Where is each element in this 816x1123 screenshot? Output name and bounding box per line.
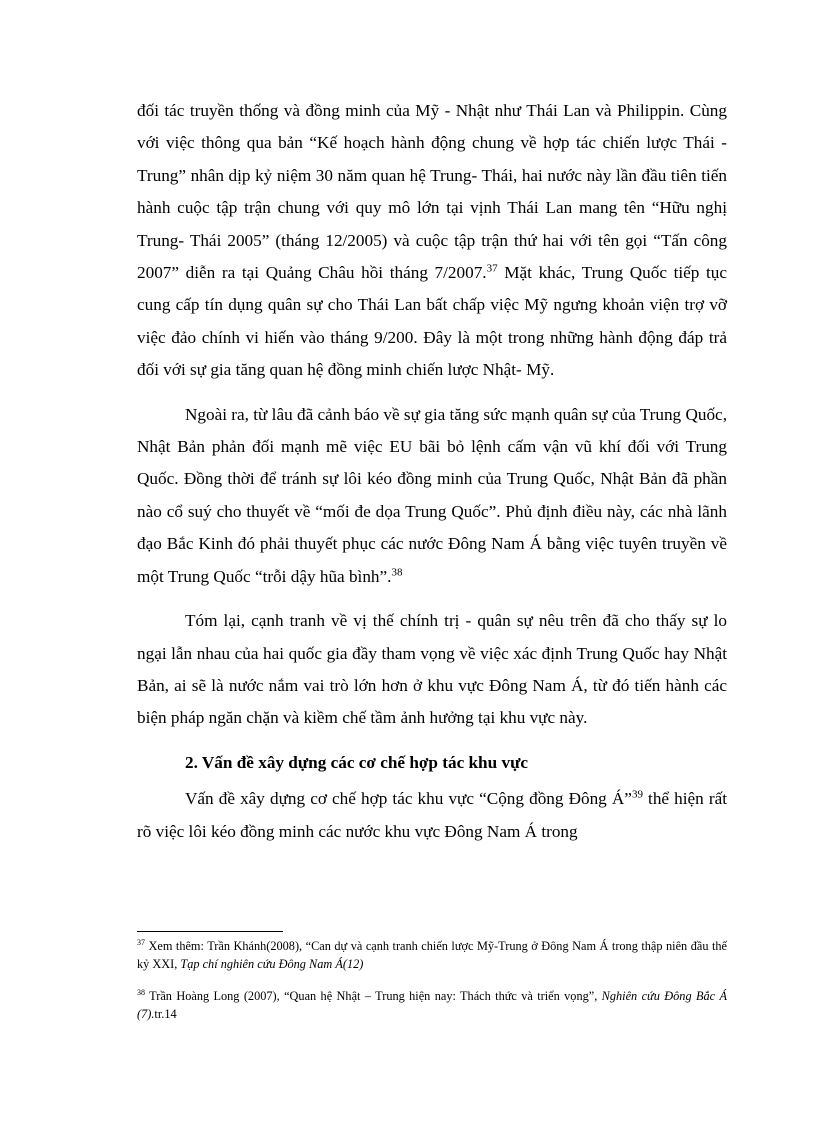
footnotes (137, 938, 727, 1038)
footnote-tail: tr.14 (154, 1006, 177, 1021)
paragraph-4-text: Vấn đề xây dựng cơ chế hợp tác khu vực “Cộng đồng Đông Á” (185, 789, 632, 809)
footnote-ref-37: 37 (486, 262, 498, 275)
footnote-text: Xem thêm: Trần Khánh(2008), “Can dự và cạnh tranh chiến lược Mỹ-Trung ở Đông Nam Á trong thập niên đầu thế kỷ XXI, (137, 939, 727, 971)
footnote-37 (137, 938, 727, 973)
paragraph-1-text: đối tác truyền thống và đồng minh của Mỹ - Nhật như Thái Lan và Philippin. Cùng với việc thông qua bản “Kế hoạch hành động chung về hợp tác chiến lược Thái - Trung” nhân dịp kỷ niệm 30 năm quan hệ Trung- Thái, hai nước này lần đầu tiên tiến hành cuộc tập trận chung với quy mô lớn tại vịnh Thái Lan mang tên “Hữu nghị Trung- Thái 2005” (tháng 12/2005) và cuộc tập trận thứ hai với tên gọi “Tấn công 2007” diễn ra tại Quảng Châu hồi tháng 7/2007. (137, 101, 727, 283)
body-text (137, 95, 727, 848)
paragraph-3: Tóm lại, cạnh tranh về vị thế chính trị - quân sự nêu trên đã cho thấy sự lo ngại lẫn nhau của hai quốc gia đầy tham vọng về việc xác định Trung Quốc hay Nhật Bản, ai sẽ là nước nắm vai trò lớn hơn ở khu vực Đông Nam Á, từ đó tiến hành các biện pháp ngăn chặn và kiềm chế tầm ảnh hưởng tại khu vực này. (137, 611, 727, 728)
footnote-ref-39: 39 (631, 788, 643, 801)
paragraph-4 (137, 783, 727, 848)
footnote-source: Nghiên cứu Đông Bắc Á (7). (137, 989, 727, 1021)
paragraph-4-tail: thể hiện rất rõ việc lôi kéo đồng minh các nước khu vực Đông Nam Á trong (137, 789, 727, 841)
paragraph-1-tail: Mặt khác, Trung Quốc tiếp tục cung cấp tín dụng quân sự cho Thái Lan bất chấp việc Mỹ ngưng khoản viện trợ vỡ việc đảo chính vi hiến vào tháng 9/200. Đây là một trong những hành động đáp trả đối với sự gia tăng quan hệ đồng minh chiến lược Nhật- Mỹ. (137, 263, 728, 380)
paragraph-2 (137, 399, 727, 593)
footnote-source: Tạp chí nghiên cứu Đông Nam Á(12) (180, 956, 364, 971)
footnote-number: 37 (137, 937, 145, 947)
section-heading: 2. Vấn đề xây dựng các cơ chế hợp tác khu vực (185, 752, 529, 772)
paragraph-2-text: Ngoài ra, từ lâu đã cảnh báo về sự gia tăng sức mạnh quân sự của Trung Quốc, Nhật Bản phản đối mạnh mẽ việc EU bãi bỏ lệnh cấm vận vũ khí đối với Trung Quốc. Đồng thời để tránh sự lôi kéo đồng minh của Trung Quốc, Nhật Bản đã phần nào cổ suý cho thuyết về “mối đe dọa Trung Quốc”. Phủ định điều này, các nhà lãnh đạo Bắc Kinh đó phải thuyết phục các nước Đông Nam Á bằng việc tuyên truyền về một Trung Quốc “trỗi dậy hũa bình”. (137, 404, 727, 586)
footnote-separator (137, 931, 283, 932)
paragraph-1 (137, 95, 727, 387)
footnote-38 (137, 988, 727, 1023)
footnote-number: 38 (137, 987, 145, 997)
footnote-text: Trần Hoàng Long (2007), “Quan hệ Nhật – Trung hiện nay: Thách thức và triển vọng”, (145, 989, 602, 1003)
footnote-ref-38: 38 (391, 565, 403, 578)
